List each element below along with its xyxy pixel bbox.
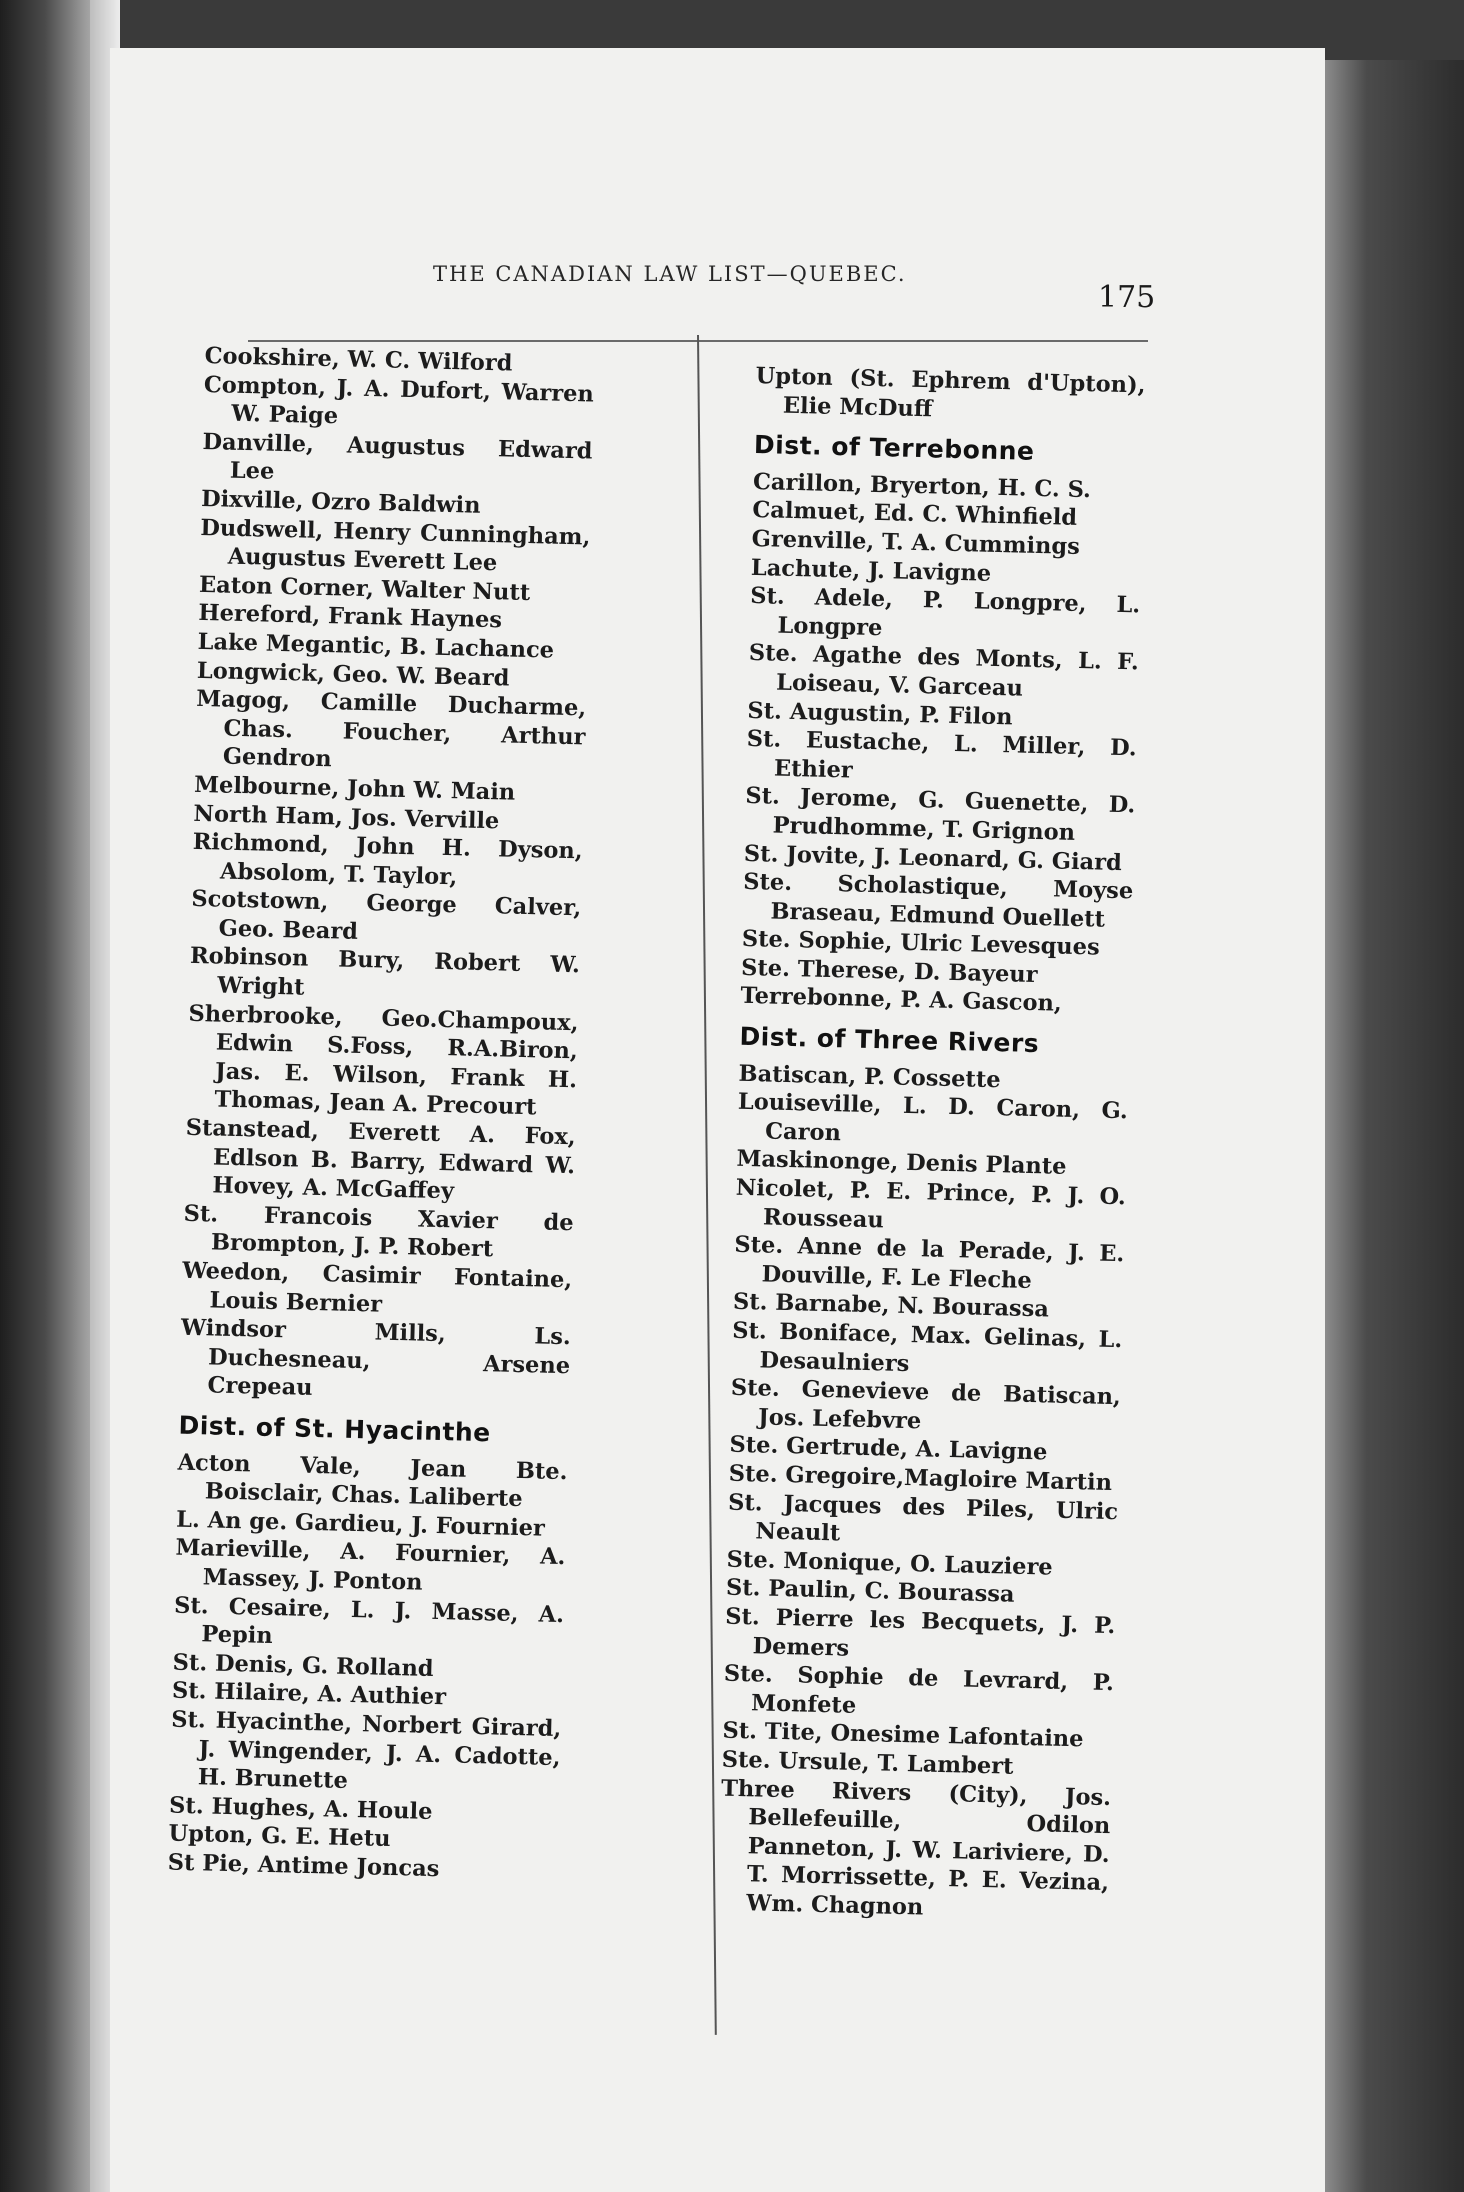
directory-entry: Sherbrooke, Geo.Champoux, Edwin S.Foss, R.A.Biron, Jas. E. Wilson, Frank H. Thomas, Jean A. Precourt xyxy=(188,1000,579,1121)
page-stack-edge xyxy=(1325,60,1464,2192)
directory-entry: St Pie, Antime Joncas xyxy=(167,1849,440,1883)
directory-entry: Ste. Scholastique, Moyse Braseau, Edmund Ouellett xyxy=(742,868,1134,933)
right-column xyxy=(718,362,1146,1927)
directory-entry: Upton, G. E. Hetu xyxy=(168,1820,391,1853)
directory-entry: Calmuet, Ed. C. Whinfield xyxy=(752,497,1078,532)
directory-entry: Eaton Corner, Walter Nutt xyxy=(198,571,531,606)
directory-entry: Terrebonne, P. A. Gascon, xyxy=(740,983,1063,1018)
directory-entry: St. Pierre les Becquets, J. P. Demers xyxy=(725,1603,1116,1662)
directory-entry: Stanstead, Everett A. Fox, Edlson B. Barry, Edward W. Hovey, A. McGaffey xyxy=(185,1114,576,1205)
directory-entry: Ste. Anne de la Perade, J. E. Douville, F. Le Fleche xyxy=(734,1231,1125,1294)
directory-entry: Windsor Mills, Ls. Duchesneau, Arsene Crepeau xyxy=(180,1314,572,1402)
directory-entry: St. Adele, P. Longpre, L. Longpre xyxy=(749,583,1141,641)
directory-entry: Carillon, Bryerton, H. C. S. xyxy=(752,468,1092,503)
directory-entry: St. Boniface, Max. Gelinas, L. Desaulniers xyxy=(732,1317,1123,1377)
directory-entry: St. Paulin, C. Bourassa xyxy=(725,1574,1015,1609)
directory-entry: Scotstown, George Calver, Geo. Beard xyxy=(191,886,582,945)
directory-entry: Ste. Therese, D. Bayeur xyxy=(740,954,1038,988)
directory-entry: St. Francois Xavier de Brompton, J. P. Robert xyxy=(183,1200,574,1263)
directory-entry: Grenville, T. A. Cummings xyxy=(751,525,1081,560)
district-heading: Dist. of Three Rivers xyxy=(739,1021,1040,1059)
directory-entry: Ste. Ursule, T. Lambert xyxy=(721,1746,1014,1780)
directory-entry: Hereford, Frank Haynes xyxy=(198,600,503,634)
directory-entry: Three Rivers (City), Jos. Bellefeuille, Odilon Panneton, J. W. Lariviere, D. T. Morrissette, P. E. Vezina, Wm. Chagnon xyxy=(720,1775,1112,1921)
directory-entry: Compton, J. A. Dufort, Warren W. Paige xyxy=(203,371,595,430)
running-head: THE CANADIAN LAW LIST—QUEBEC. xyxy=(433,262,907,286)
directory-entry: Weedon, Casimir Fontaine, Louis Bernier xyxy=(181,1257,573,1318)
directory-entry: Danville, Augustus Edward Lee xyxy=(202,428,593,486)
directory-entry: Maskinonge, Denis Plante xyxy=(736,1146,1067,1181)
directory-entry: Ste. Gertrude, A. Lavigne xyxy=(729,1432,1048,1466)
directory-entry: Lachute, J. Lavigne xyxy=(750,554,992,587)
directory-entry: St. Augustin, P. Filon xyxy=(747,697,1013,730)
directory-entry: St. Jacques des Piles, Ulric Neault xyxy=(727,1489,1119,1547)
directory-entry: Melbourne, John W. Main xyxy=(193,771,516,806)
directory-entry: St. Hughes, A. Houle xyxy=(168,1792,433,1825)
directory-entry: Ste. Agathe des Monts, L. F. Loiseau, V. Garceau xyxy=(748,640,1140,702)
directory-entry: Ste. Gregoire,Magloire Martin xyxy=(728,1460,1113,1496)
directory-entry: Longwick, Geo. W. Beard xyxy=(196,657,510,692)
directory-entry: St. Cesaire, L. J. Masse, A. Pepin xyxy=(173,1592,565,1650)
directory-entry: St. Denis, G. Rolland xyxy=(172,1649,434,1682)
directory-entry: L. An ge. Gardieu, J. Fournier xyxy=(175,1506,546,1542)
directory-entry: St. Eustache, L. Miller, D. Ethier xyxy=(746,726,1137,784)
directory-entry: Ste. Genevieve de Batiscan, Jos. Lefebvre xyxy=(730,1374,1122,1435)
directory-entry: Richmond, John H. Dyson, Absolom, T. Taylor, xyxy=(192,828,583,891)
directory-entry: Batiscan, P. Cossette xyxy=(738,1060,1001,1093)
directory-entry: Lake Megantic, B. Lachance xyxy=(197,628,555,664)
directory-entry: St. Jovite, J. Leonard, G. Giard xyxy=(743,840,1123,876)
directory-entry: St. Hyacinthe, Norbert Girard, J. Wingender, J. A. Cadotte, H. Brunette xyxy=(171,1706,562,1795)
directory-entry: Acton Vale, Jean Bte. Boisclair, Chas. Laliberte xyxy=(177,1449,568,1513)
directory-entry: Louiseville, L. D. Caron, G. Caron xyxy=(737,1089,1129,1147)
directory-entry: Dudswell, Henry Cunningham, Augustus Everett Lee xyxy=(200,514,591,577)
directory-entry: Marieville, A. Fournier, A. Massey, J. Ponton xyxy=(175,1534,566,1596)
directory-entry: Nicolet, P. E. Prince, P. J. O. Rousseau xyxy=(735,1174,1127,1233)
directory-entry: North Ham, Jos. Verville xyxy=(193,800,500,834)
left-column xyxy=(167,342,594,1887)
district-heading: Dist. of St. Hyacinthe xyxy=(178,1410,492,1448)
page-number: 175 xyxy=(1098,280,1156,315)
directory-entry: Dixville, Ozro Baldwin xyxy=(200,485,481,519)
directory-entry: St. Hilaire, A. Authier xyxy=(171,1677,447,1711)
directory-entry: St. Tite, Onesime Lafontaine xyxy=(722,1717,1084,1753)
directory-entry: Robinson Bury, Robert W. Wright xyxy=(189,943,581,1001)
directory-entry: Cookshire, W. C. Wilford xyxy=(204,342,513,377)
directory-entry: Magog, Camille Ducharme, Chas. Foucher, Arthur Gendron xyxy=(195,686,587,773)
district-heading: Dist. of Terrebonne xyxy=(753,430,1035,467)
directory-entry: Ste. Sophie de Levrard, P. Monfete xyxy=(723,1660,1115,1719)
directory-entry: St. Barnabe, N. Bourassa xyxy=(732,1289,1050,1323)
directory-entry: Ste. Sophie, Ulric Levesques xyxy=(741,926,1100,961)
directory-entry: Ste. Monique, O. Lauziere xyxy=(726,1546,1053,1581)
directory-entry: St. Jerome, G. Guenette, D. Prudhomme, T. Grignon xyxy=(745,783,1136,846)
directory-entry: Upton (St. Ephrem d'Upton), Elie McDuff xyxy=(755,362,1146,422)
